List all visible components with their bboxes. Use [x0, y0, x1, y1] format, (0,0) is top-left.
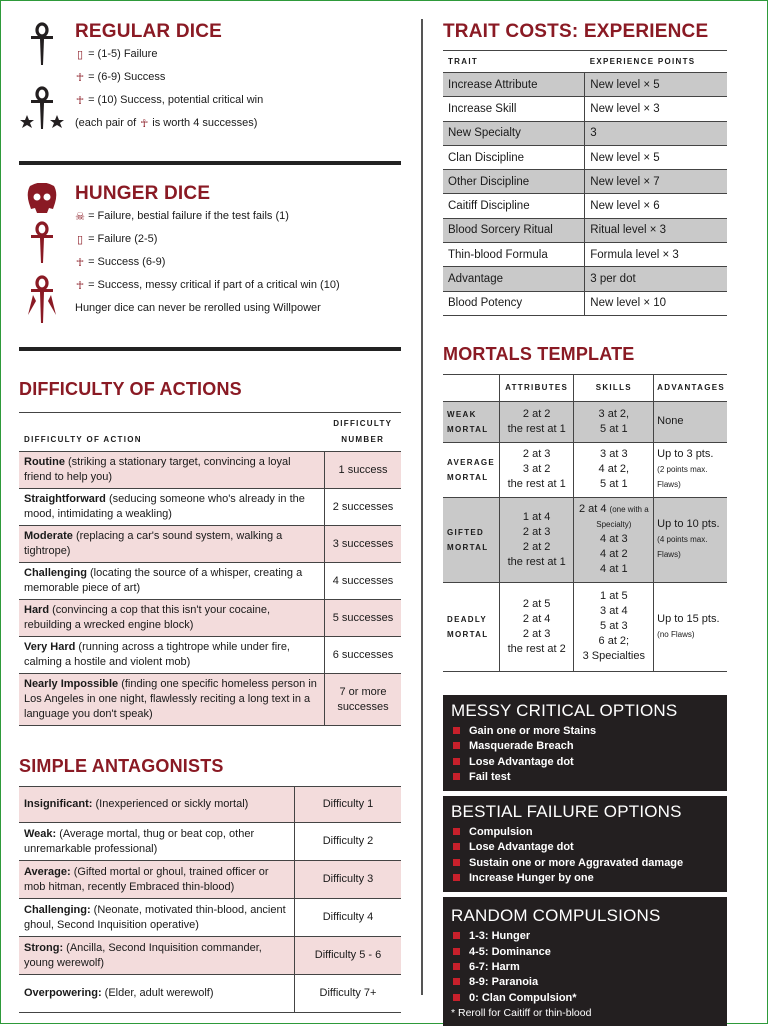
antagonist-cell	[19, 899, 295, 937]
trait-cost: New level × 3	[585, 97, 727, 121]
mortal-type-line: AVERAGE	[447, 457, 496, 467]
trait-costs-table	[443, 50, 727, 316]
regular-pair-text-a: (each pair of	[75, 117, 137, 129]
mortal-skills	[574, 401, 654, 442]
attr-line: the rest at 2	[507, 642, 566, 655]
difficulty-action-cell	[19, 674, 325, 726]
trait-cost: New level × 5	[585, 73, 727, 97]
difficulty-action-name: Hard	[24, 604, 50, 616]
table-row	[443, 218, 727, 242]
trait-name: Thin-blood Formula	[443, 243, 585, 267]
trait-name: Advantage	[443, 267, 585, 291]
antagonists-title: SIMPLE ANTAGONISTS	[19, 756, 224, 776]
adv-note: (2 points max. Flaws)	[657, 465, 708, 490]
attr-line: 1 at 4	[522, 510, 551, 523]
hunger-success-text: = Success (6-9)	[88, 256, 166, 268]
compulsions-note: * Reroll for Caitiff or thin-blood	[451, 1006, 592, 1019]
mortal-type-line: DEADLY	[447, 614, 487, 624]
trait-cost: 3	[585, 121, 727, 145]
mortal-skills	[574, 442, 654, 497]
antagonist-desc: (Average mortal, thug or beat cop, other unremarkable professional)	[24, 827, 255, 855]
antagonist-name: Challenging:	[24, 903, 91, 916]
mortal-type-line: MORTAL	[447, 424, 489, 434]
table-row	[19, 674, 401, 726]
list-item	[451, 840, 719, 855]
regular-dice-lines	[75, 43, 401, 135]
table-row	[443, 243, 727, 267]
hunger-dice-lines	[75, 205, 401, 320]
hunger-ankh-burst-icon: ☥	[75, 280, 85, 292]
skill-line: 4 at 2,	[598, 463, 630, 476]
mortal-attributes	[499, 497, 574, 582]
mortals-header-skills: SKILLS	[574, 374, 654, 401]
antagonists-table	[19, 786, 401, 1013]
list-item	[451, 856, 719, 871]
mortal-type-line: MORTAL	[447, 629, 489, 639]
skill-line: 3 at 4	[600, 605, 628, 618]
skill-line: 5 at 3	[600, 620, 628, 633]
trait-name: Clan Discipline	[443, 145, 585, 169]
list-item-text: Compulsion	[469, 826, 533, 839]
list-item-text: Lose Advantage dot	[469, 755, 574, 768]
adv-main: Up to 10 pts.	[657, 518, 720, 531]
regular-failure-text: = (1-5) Failure	[88, 48, 158, 60]
adv-main: Up to 15 pts.	[657, 612, 720, 625]
trait-cost: New level × 5	[585, 145, 727, 169]
antagonist-name: Insignificant:	[24, 798, 93, 810]
table-row	[19, 937, 401, 975]
regular-dice-section	[19, 21, 401, 143]
attr-line: 3 at 2	[522, 463, 551, 476]
hunger-ankh-icon: ☥	[75, 257, 85, 269]
mortal-skills	[574, 582, 654, 671]
difficulty-header-action: DIFFICULTY OF ACTION	[19, 413, 325, 452]
list-item-text: Sustain one or more Aggravated damage	[469, 856, 684, 869]
mortal-type-line: MORTAL	[447, 542, 489, 552]
list-item	[451, 739, 719, 754]
mortals-header-row	[443, 374, 727, 401]
antagonist-name: Weak:	[24, 827, 57, 840]
table-row	[443, 121, 727, 145]
list-item-text: 1-3: Hunger	[469, 930, 531, 943]
random-compulsions-box	[443, 897, 727, 1025]
list-item	[451, 960, 719, 975]
table-row	[443, 582, 727, 671]
random-compulsions-list	[451, 929, 719, 1005]
mortal-type	[443, 442, 499, 497]
regular-dice-title: REGULAR DICE	[75, 21, 223, 42]
trait-name: Other Discipline	[443, 170, 585, 194]
hunger-bestial-line	[75, 205, 401, 228]
skill-line: 5 at 1	[600, 422, 628, 435]
antagonist-cell	[19, 823, 295, 861]
table-row	[19, 787, 401, 823]
mortals-table	[443, 374, 727, 672]
antagonist-name: Overpowering:	[24, 987, 102, 999]
difficulty-number-cell: 3 successes	[325, 526, 402, 563]
table-row	[443, 145, 727, 169]
antagonist-desc: (Inexperienced or sickly mortal)	[92, 798, 249, 810]
hunger-dice-title: HUNGER DICE	[75, 183, 211, 204]
mortals-header-attributes: ATTRIBUTES	[499, 374, 574, 401]
trait-name: Blood Sorcery Ritual	[443, 218, 585, 242]
skill-line	[576, 502, 651, 532]
mortal-type	[443, 497, 499, 582]
bullet-icon	[453, 994, 460, 1001]
bullet-icon	[453, 978, 460, 985]
regular-pair-text-b: is worth 4 successes)	[152, 117, 258, 129]
column-divider	[421, 19, 423, 995]
table-row	[19, 861, 401, 899]
bullet-icon	[453, 828, 460, 835]
left-column	[19, 15, 401, 1013]
attr-line: the rest at 1	[507, 422, 566, 435]
bullet-icon	[453, 727, 460, 734]
messy-critical-box	[443, 695, 727, 791]
antagonist-difficulty: Difficulty 5 - 6	[295, 937, 402, 975]
hunger-reroll-text: Hunger dice can never be rerolled using Willpower	[75, 302, 321, 314]
regular-critical-text: = (10) Success, potential critical win	[88, 94, 264, 106]
difficulty-action-desc: (replacing a car's sound system, walking a tightrope)	[24, 530, 283, 557]
antagonist-desc: (Elder, adult werewolf)	[101, 987, 214, 999]
adv-main: None	[657, 415, 684, 428]
antagonist-desc: (Ancilla, Second Inquisition commander, young werewolf)	[24, 941, 262, 969]
bullet-icon	[453, 843, 460, 850]
mortals-header-blank	[443, 374, 499, 401]
trait-cost: 3 per dot	[585, 267, 727, 291]
list-item	[451, 929, 719, 944]
regular-failure-line	[75, 43, 401, 66]
mortal-advantages	[654, 442, 727, 497]
bestial-failure-title: BESTIAL FAILURE OPTIONS	[451, 802, 682, 822]
difficulty-action-desc: (striking a stationary target, convincing a loyal friend to help you)	[24, 456, 291, 483]
antagonist-difficulty: Difficulty 3	[295, 861, 402, 899]
mortal-type	[443, 401, 499, 442]
random-compulsions-title: RANDOM COMPULSIONS	[451, 906, 661, 926]
hunger-dice-icons	[19, 183, 69, 338]
mortal-attributes	[499, 442, 574, 497]
table-row	[19, 975, 401, 1013]
list-item	[451, 724, 719, 739]
mortal-attributes	[499, 582, 574, 671]
right-column	[443, 15, 727, 1026]
mortal-type-line: GIFTED	[447, 527, 485, 537]
list-item	[451, 945, 719, 960]
table-row	[19, 526, 401, 563]
ankh-icon: ☥	[75, 72, 85, 84]
trait-name: Caitiff Discipline	[443, 194, 585, 218]
mortal-skills	[574, 497, 654, 582]
list-item-text: Masquerade Breach	[469, 740, 574, 753]
antagonist-difficulty: Difficulty 1	[295, 787, 402, 823]
skill-line: 4 at 3	[600, 533, 628, 546]
table-row	[19, 489, 401, 526]
difficulty-action-desc: (convincing a cop that this isn't your cocaine, rebuilding a wrecked engine block)	[24, 604, 271, 631]
trait-name: Blood Potency	[443, 291, 585, 315]
difficulty-header-number: DIFFICULTY NUMBER	[325, 413, 402, 452]
adv-main: Up to 3 pts.	[657, 448, 714, 461]
regular-success-line	[75, 66, 401, 89]
skill-line: 4 at 1	[600, 563, 628, 576]
hunger-messy-text: = Success, messy critical if part of a critical win (10)	[88, 279, 340, 291]
blank-die-icon: ▯	[76, 49, 84, 61]
section-divider	[19, 161, 401, 165]
difficulty-number-cell: 2 successes	[325, 489, 402, 526]
hunger-messy-line	[75, 274, 401, 297]
difficulty-action-desc: (finding one specific homeless person in Los Angeles in one night, flawlessly reciting a long text in a language you don't speak)	[24, 678, 317, 720]
antagonist-cell	[19, 975, 295, 1013]
list-item-text: 4-5: Dominance	[469, 945, 551, 958]
table-row	[443, 401, 727, 442]
list-item	[451, 770, 719, 785]
antagonist-difficulty: Difficulty 4	[295, 899, 402, 937]
trait-name: New Specialty	[443, 121, 585, 145]
skull-icon: ☠	[75, 211, 85, 223]
trait-name: Increase Attribute	[443, 73, 585, 97]
skill-line: 3 at 3	[600, 448, 628, 461]
adv-note: (4 points max. Flaws)	[657, 535, 708, 560]
antagonist-difficulty: Difficulty 2	[295, 823, 402, 861]
bullet-icon	[453, 948, 460, 955]
attr-line: the rest at 1	[507, 478, 566, 491]
ankh-star-icon: ☥	[140, 118, 149, 130]
skill-line: 3 at 2,	[598, 407, 630, 420]
difficulty-action-name: Very Hard	[24, 641, 76, 653]
trait-points-header: EXPERIENCE POINTS	[585, 51, 727, 73]
section-divider	[19, 347, 401, 351]
mortal-advantages	[654, 582, 727, 671]
table-row	[19, 563, 401, 600]
table-row	[19, 823, 401, 861]
attr-line: the rest at 1	[507, 555, 566, 568]
table-row	[443, 497, 727, 582]
table-row	[443, 442, 727, 497]
hunger-bestial-text: = Failure, bestial failure if the test fails (1)	[88, 210, 289, 222]
skill-first: 2 at 4	[578, 503, 607, 516]
difficulty-action-name: Routine	[24, 456, 65, 468]
hunger-reroll-line	[75, 297, 401, 320]
mortal-type-line: MORTAL	[447, 472, 489, 482]
bullet-icon	[453, 758, 460, 765]
list-item-text: Fail test	[469, 770, 511, 783]
messy-critical-title: MESSY CRITICAL OPTIONS	[451, 700, 678, 720]
antagonist-desc: (Gifted mortal or ghoul, trained officer or mob hitman, recently Embraced thin-blood)	[24, 865, 269, 893]
difficulty-action-name: Challenging	[24, 567, 87, 579]
adv-note: (no Flaws)	[657, 629, 695, 639]
antagonist-cell	[19, 861, 295, 899]
table-row	[19, 452, 401, 489]
antagonist-name: Average:	[24, 865, 71, 878]
antagonist-name: Strong:	[24, 941, 64, 954]
difficulty-header-row	[19, 413, 401, 452]
skill-line: 5 at 1	[600, 478, 628, 491]
attr-line: 2 at 2	[522, 407, 551, 420]
difficulty-action-desc: (running across a tightrope while under fire, calming a hostile and violent mob)	[24, 641, 290, 668]
attr-line: 2 at 4	[522, 612, 551, 625]
bestial-failure-box	[443, 796, 727, 892]
bullet-icon	[453, 963, 460, 970]
difficulty-action-desc: (locating the source of a whisper, creating a memorable piece of art)	[24, 567, 303, 594]
list-item-text: 8-9: Paranoia	[469, 976, 539, 989]
regular-critical-line	[75, 89, 401, 112]
hunger-failure-text: = Failure (2-5)	[88, 233, 158, 245]
difficulty-action-name: Straightforward	[24, 493, 106, 505]
trait-cost: New level × 10	[585, 291, 727, 315]
blank-die-icon: ▯	[76, 234, 84, 246]
list-item-text: 6-7: Harm	[469, 960, 520, 973]
trait-cost: New level × 7	[585, 170, 727, 194]
hunger-success-line	[75, 251, 401, 274]
mortals-header-advantages: ADVANTAGES	[654, 374, 727, 401]
table-row	[443, 194, 727, 218]
list-item	[451, 755, 719, 770]
table-row	[443, 97, 727, 121]
mortal-type	[443, 582, 499, 671]
skill-line: 1 at 5	[600, 590, 628, 603]
hunger-dice-section	[19, 183, 401, 333]
mortals-title: MORTALS TEMPLATE	[443, 343, 635, 364]
bullet-icon	[453, 874, 460, 881]
difficulty-action-desc: (seducing someone who's already in the mood, intimidating a weakling)	[24, 493, 305, 520]
difficulty-number-cell: 1 success	[325, 452, 402, 489]
table-row	[19, 637, 401, 674]
table-row	[19, 600, 401, 637]
ankh-icon	[19, 21, 67, 131]
bullet-icon	[453, 932, 460, 939]
ankh-star-icon: ☥	[75, 95, 85, 107]
difficulty-table	[19, 412, 401, 726]
list-item	[451, 991, 719, 1006]
difficulty-number-cell: 7 or more successes	[325, 674, 402, 726]
attr-line: 2 at 2	[522, 540, 551, 553]
difficulty-number-cell: 5 successes	[325, 600, 402, 637]
difficulty-action-name: Moderate	[24, 530, 73, 542]
hunger-failure-line	[75, 228, 401, 251]
table-row	[443, 73, 727, 97]
table-row	[443, 291, 727, 315]
antagonist-desc: (Neonate, motivated thin-blood, ancient ghoul, Second Inquisition operative)	[24, 903, 286, 931]
regular-pair-line	[75, 112, 401, 135]
table-row	[19, 899, 401, 937]
trait-costs-title: TRAIT COSTS: EXPERIENCE	[443, 21, 709, 42]
list-item	[451, 871, 719, 886]
difficulty-action-cell	[19, 600, 325, 637]
mortal-attributes	[499, 401, 574, 442]
regular-success-text: = (6-9) Success	[88, 71, 166, 83]
difficulty-action-cell	[19, 489, 325, 526]
mortal-advantages	[654, 497, 727, 582]
difficulty-title: DIFFICULTY OF ACTIONS	[19, 379, 242, 399]
attr-line: 2 at 3	[522, 448, 551, 461]
mortal-advantages	[654, 401, 727, 442]
trait-name: Increase Skill	[443, 97, 585, 121]
difficulty-action-cell	[19, 563, 325, 600]
difficulty-action-name: Nearly Impossible	[24, 678, 119, 690]
attr-line: 2 at 3	[522, 627, 551, 640]
attr-line: 2 at 5	[522, 597, 551, 610]
difficulty-number-cell: 6 successes	[325, 637, 402, 674]
mortal-type-line: WEAK	[447, 409, 477, 419]
antagonist-difficulty: Difficulty 7+	[295, 975, 402, 1013]
table-row	[443, 170, 727, 194]
trait-cost: Formula level × 3	[585, 243, 727, 267]
trait-cost: New level × 6	[585, 194, 727, 218]
bestial-failure-list	[451, 825, 719, 886]
list-item-text: Gain one or more Stains	[469, 724, 597, 737]
difficulty-number-cell: 4 successes	[325, 563, 402, 600]
list-item-text: 0: Clan Compulsion*	[469, 991, 577, 1004]
trait-cost: Ritual level × 3	[585, 218, 727, 242]
skill-line: 3 Specialties	[582, 650, 645, 663]
antagonist-cell	[19, 787, 295, 823]
difficulty-action-cell	[19, 526, 325, 563]
bullet-icon	[453, 773, 460, 780]
messy-critical-list	[451, 724, 719, 785]
skill-line: 4 at 2	[600, 548, 628, 561]
difficulty-action-cell	[19, 452, 325, 489]
skill-note: (one with a Specialty)	[596, 505, 649, 530]
list-item	[451, 975, 719, 990]
difficulty-action-cell	[19, 637, 325, 674]
list-item-text: Increase Hunger by one	[469, 872, 594, 885]
skill-line: 6 at 2;	[598, 635, 630, 648]
trait-header: TRAIT	[443, 51, 585, 73]
bullet-icon	[453, 742, 460, 749]
attr-line: 2 at 3	[522, 525, 551, 538]
bullet-icon	[453, 859, 460, 866]
antagonist-cell	[19, 937, 295, 975]
trait-header-row	[443, 51, 727, 73]
list-item	[451, 825, 719, 840]
regular-dice-icons	[19, 21, 69, 136]
skull-icon	[19, 183, 67, 333]
list-item-text: Lose Advantage dot	[469, 841, 574, 854]
table-row	[443, 267, 727, 291]
